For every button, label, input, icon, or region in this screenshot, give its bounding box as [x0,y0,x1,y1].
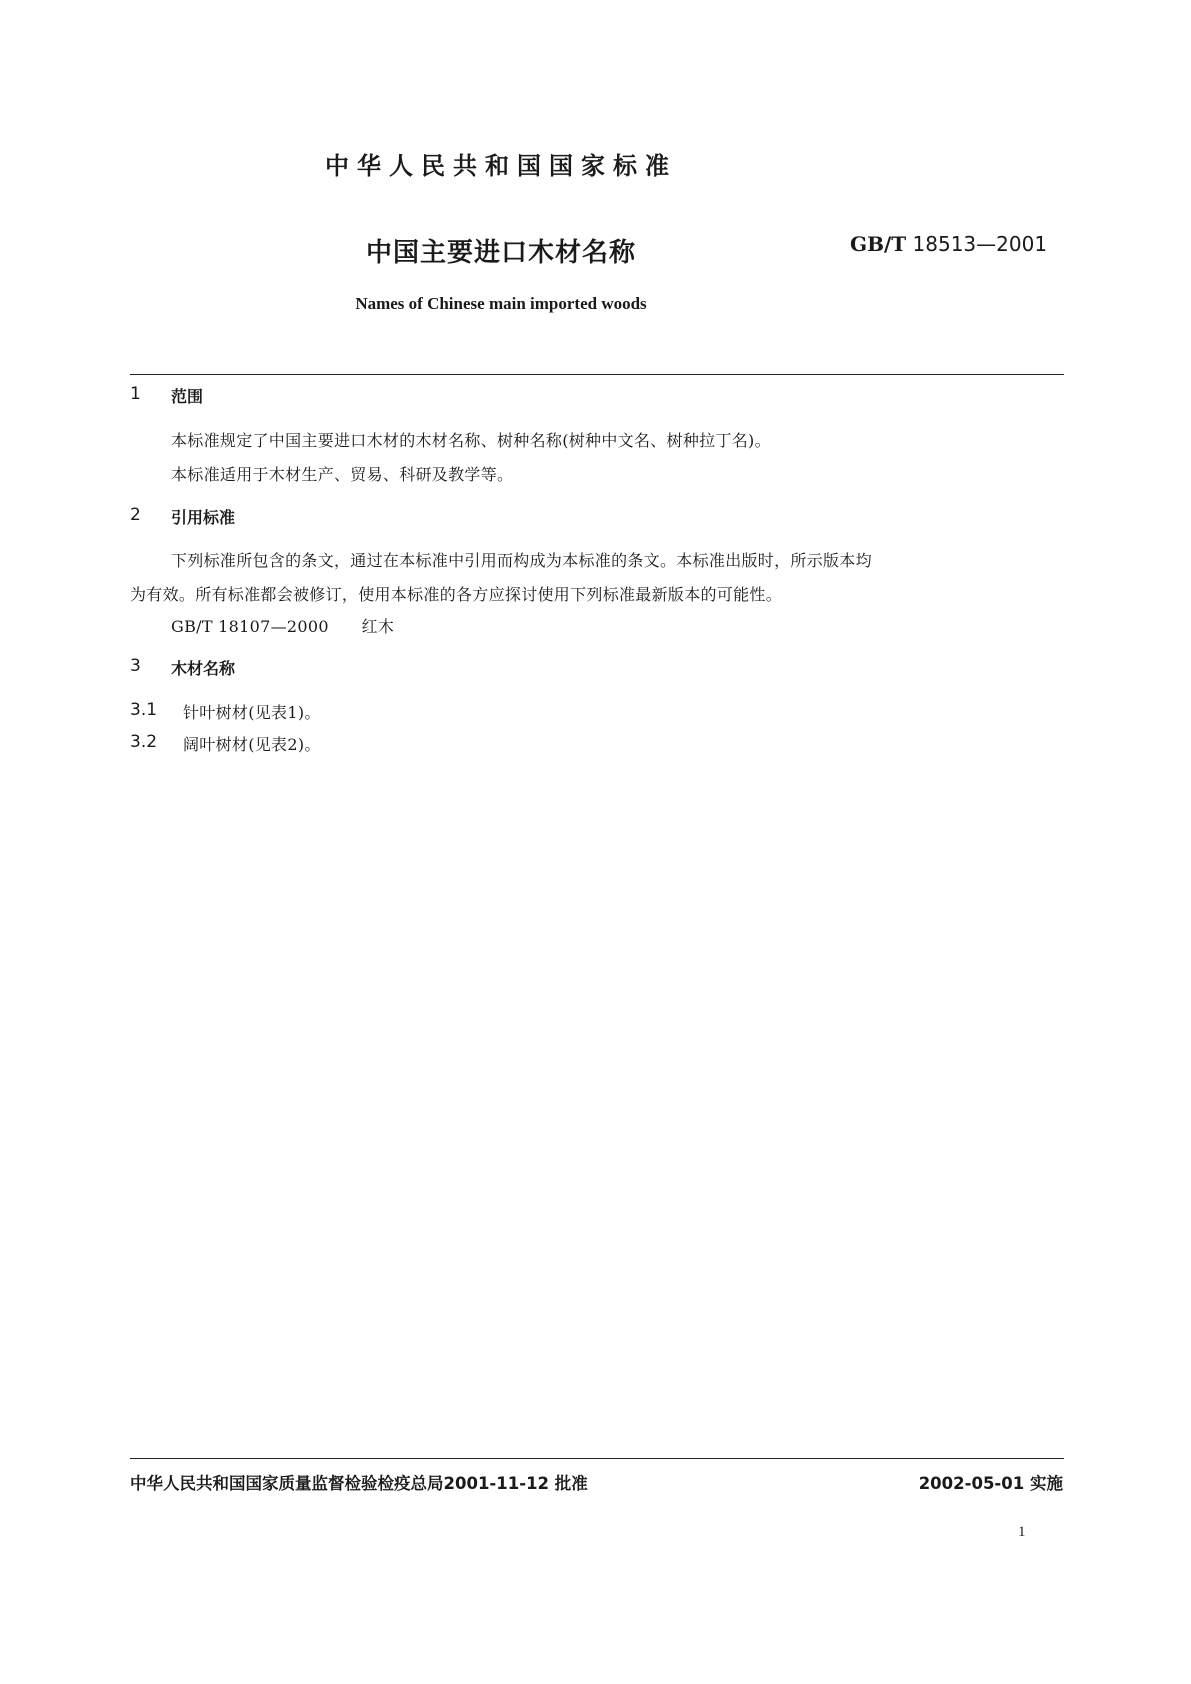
document-title: 中国主要进口木材名称 [365,238,636,268]
footer-divider [130,1458,1064,1459]
section-number-3: 3 [130,656,141,676]
standard-code: 18513—2001 [912,232,1048,256]
scope-paragraph-1: 本标准规定了中国主要进口木材的木材名称、树种名称(树种中文名、树种拉丁名)。 [171,431,771,450]
reference-code: GB/T 18107—2000 [171,617,329,636]
footer-issuer: 中华人民共和国国家质量监督检验检疫总局 [130,1474,444,1493]
section-title-references: 引用标准 [171,508,236,527]
footer-approve-date: 2001-11-12 [443,1474,550,1493]
section-number-1: 1 [130,384,141,404]
section-title-wood-names: 木材名称 [171,659,236,678]
footer-implement-label: 实施 [1030,1474,1063,1493]
subsection-text-3-2: 阔叶树材(见表2)。 [183,735,321,754]
scope-paragraph-2: 本标准适用于木材生产、贸易、科研及教学等。 [171,465,514,484]
reference-name: 红木 [361,617,395,636]
references-paragraph-1: 下列标准所包含的条文，通过在本标准中引用而构成为本标准的条文。本标准出版时，所示版本均 [171,551,872,570]
english-title: Names of Chinese main imported woods [355,294,647,313]
header-divider [130,374,1064,375]
section-number-2: 2 [130,505,141,525]
standard-prefix: GB/T [850,232,907,256]
subsection-number-3-2: 3.2 [130,732,158,752]
footer-implement-date: 2002-05-01 [918,1474,1025,1493]
reference-entry [171,614,394,637]
standard-number [850,232,1047,256]
subsection-text-3-1: 针叶树材(见表1)。 [183,703,321,722]
footer-approval [130,1470,588,1494]
page-number: 1 [1018,1524,1026,1540]
references-paragraph-2: 为有效。所有标准都会被修订，使用本标准的各方应探讨使用下列标准最新版本的可能性。 [130,585,783,604]
national-standard-heading: 中华人民共和国国家标准 [325,152,677,180]
footer-approve-label: 批准 [554,1474,588,1493]
section-title-scope: 范围 [171,387,204,406]
footer-implementation [919,1470,1063,1494]
subsection-number-3-1: 3.1 [130,700,158,720]
